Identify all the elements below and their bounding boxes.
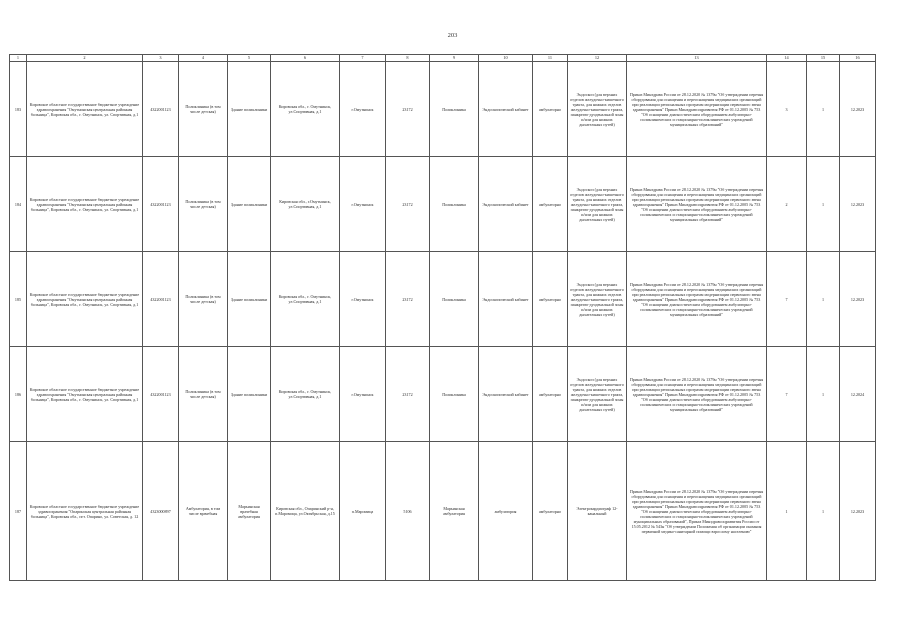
address-cell: Кировская обл., г. Омутнинск, ул.Спортивная, д.1 (271, 252, 340, 347)
facility-type-cell: Амбулатория, в том числе врачебная (179, 442, 228, 581)
cabinet-cell: Эндоскопический кабинет (479, 347, 533, 442)
care-cell: амбулаторно (533, 157, 568, 252)
address-cell: Кировская обл., Опаринский р-н, п.Маромица, ул.Октябрьская, д.15 (271, 442, 340, 581)
facility-type-cell: Поликлиника (в том числе детская) (179, 347, 228, 442)
table-row (10, 347, 876, 442)
oktmo-cell: 5106 (386, 442, 430, 581)
organization-cell: Кировское областное государственное бюджетное учреждение здравоохранения "Опаринская центральная районная больница", Кировская обл., пгт. Опарино, ул. Советская, д. 12 (27, 442, 143, 581)
address-cell: Кировская обл., г.Омутнинск, ул.Спортивная, д.1 (271, 157, 340, 252)
unit-cell: Поликлиника (430, 62, 479, 157)
facility-type-cell: Поликлиника (в том числе детская) (179, 252, 228, 347)
facility-type-cell: Поликлиника (в том числе детская) (179, 157, 228, 252)
col15-cell: 1 (807, 252, 840, 347)
column-header: 5 (228, 55, 271, 62)
col15-cell: 1 (807, 62, 840, 157)
building-cell: Здание поликлиники (228, 62, 271, 157)
column-header: 4 (179, 55, 228, 62)
unit-cell: Поликлиника (430, 157, 479, 252)
column-header: 6 (271, 55, 340, 62)
settlement-cell: г.Омутнинск (340, 157, 386, 252)
basis-cell: Приказ Минздрава России от 28.12.2020 № 1379н "Об утверждении перечня оборудования для оснащения и переоснащения медицинских организаций при реализации региональных программ модернизации первичного звена здравоохранения" Приказ Минздравсоцразвития РФ от 01.12.2005 № 753 "Об оснащении диагностическим оборудованием амбулаторно-поликлинических и стационарно-поликлинических учреждений муниципальных образований", Приказ Минздравсоцразвития России от 15.05.2012 № 543н "Об утверждении Положения об организации оказания первичной медико-санитарной помощи взрослому населению" (627, 442, 767, 581)
cabinet-cell: амбулатория (479, 442, 533, 581)
equipment-cell: Эндоскоп (для верхних отделов желудочно-кишечного тракта, для нижних отделов желудочно-кишечного тракта, панкреато-дуоденальной зоны и/или для нижних дыхательных путей) (568, 252, 627, 347)
page-number: 203 (447, 32, 458, 39)
settlement-cell: г.Омутнинск (340, 62, 386, 157)
equipment-cell: Эндоскоп (для верхних отделов желудочно-кишечного тракта, для нижних отделов желудочно-кишечного тракта, панкреато-дуоденальной зоны и/или для нижних дыхательных путей) (568, 347, 627, 442)
quantity-cell: 1 (767, 442, 807, 581)
address-cell: Кировская обл., г. Омутнинск, ул.Спортивная, д.1 (271, 347, 340, 442)
quantity-cell: 3 (767, 62, 807, 157)
building-cell: Здание поликлиники (228, 347, 271, 442)
quantity-cell: 2 (767, 157, 807, 252)
row-number: 184 (10, 157, 27, 252)
care-cell: амбулаторно (533, 347, 568, 442)
cabinet-cell: Эндоскопический кабинет (479, 62, 533, 157)
facility-type-cell: Поликлиника (в том числе детская) (179, 62, 228, 157)
quantity-cell: 7 (767, 347, 807, 442)
column-header: 10 (479, 55, 533, 62)
equipment-cell: Эндоскоп (для верхних отделов желудочно-кишечного тракта, для нижних отделов желудочно-кишечного тракта, панкреато-дуоденальной зоны и/или для нижних дыхательных путей) (568, 62, 627, 157)
column-header: 8 (386, 55, 430, 62)
table-row (10, 442, 876, 581)
column-header: 9 (430, 55, 479, 62)
inn-cell: 4322001123 (143, 62, 179, 157)
table-row (10, 252, 876, 347)
column-header: 12 (568, 55, 627, 62)
date-cell: 12.2023 (840, 157, 876, 252)
address-cell: Кировская обл., г. Омутнинск, ул.Спортивная, д.1 (271, 62, 340, 157)
column-header: 7 (340, 55, 386, 62)
care-cell: амбулаторно (533, 442, 568, 581)
oktmo-cell: 23172 (386, 347, 430, 442)
equipment-table (9, 54, 876, 581)
equipment-cell: Эндоскоп (для верхних отделов желудочно-кишечного тракта, для нижних отделов желудочно-кишечного тракта, панкреато-дуоденальной зоны и/или для нижних дыхательных путей) (568, 157, 627, 252)
unit-cell: Поликлиника (430, 252, 479, 347)
column-header: 2 (27, 55, 143, 62)
building-cell: Здание поликлиники (228, 252, 271, 347)
organization-cell: Кировское областное государственное бюджетное учреждение здравоохранения "Омутнинская центральная районная больница", Кировская обл., г. Омутнинск, ул. Спортивная, д.1 (27, 157, 143, 252)
cabinet-cell: Эндоскопический кабинет (479, 252, 533, 347)
basis-cell: Приказ Минздрава России от 28.12.2020 № 1379н "Об утверждении перечня оборудования для оснащения и переоснащения медицинских организаций при реализации региональных программ модернизации первичного звена здравоохранения" Приказ Минздравсоцразвития РФ от 01.12.2005 № 753 "Об оснащении диагностическим оборудованием амбулаторно-поликлинических и стационарно-поликлинических учреждений муниципальных образований" (627, 157, 767, 252)
col15-cell: 1 (807, 442, 840, 581)
organization-cell: Кировское областное государственное бюджетное учреждение здравоохранения "Омутнинская центральная районная больница", Кировская обл., г. Омутнинск, ул. Спортивная, д.1 (27, 62, 143, 157)
unit-cell: Марьинская амбулатория (430, 442, 479, 581)
basis-cell: Приказ Минздрава России от 28.12.2020 № 1379н "Об утверждении перечня оборудования для оснащения и переоснащения медицинских организаций при реализации региональных программ модернизации первичного звена здравоохранения" Приказ Минздравсоцразвития РФ от 01.12.2005 № 753 "Об оснащении диагностическим оборудованием амбулаторно-поликлинических и стационарно-поликлинических учреждений муниципальных образований" (627, 62, 767, 157)
oktmo-cell: 23172 (386, 62, 430, 157)
column-header: 11 (533, 55, 568, 62)
date-cell: 12.2023 (840, 252, 876, 347)
basis-cell: Приказ Минздрава России от 28.12.2020 № 1379н "Об утверждении перечня оборудования для оснащения и переоснащения медицинских организаций при реализации региональных программ модернизации первичного звена здравоохранения" Приказ Минздравсоцразвития РФ от 01.12.2005 № 753 "Об оснащении диагностическим оборудованием амбулаторно-поликлинических и стационарно-поликлинических учреждений муниципальных образований" (627, 252, 767, 347)
col15-cell: 1 (807, 157, 840, 252)
column-header: 13 (627, 55, 767, 62)
care-cell: амбулаторно (533, 62, 568, 157)
cabinet-cell: Эндоскопический кабинет (479, 157, 533, 252)
inn-cell: 4322001123 (143, 157, 179, 252)
table-row (10, 157, 876, 252)
column-header: 15 (807, 55, 840, 62)
column-header: 1 (10, 55, 27, 62)
column-header: 14 (767, 55, 807, 62)
quantity-cell: 7 (767, 252, 807, 347)
equipment-cell: Электрокардиограф 12-канальный (568, 442, 627, 581)
building-cell: Марьинская врачебная амбулатория (228, 442, 271, 581)
column-header: 3 (143, 55, 179, 62)
basis-cell: Приказ Минздрава России от 28.12.2020 № 1379н "Об утверждении перечня оборудования для оснащения и переоснащения медицинских организаций при реализации региональных программ модернизации первичного звена здравоохранения" Приказ Минздравсоцразвития РФ от 01.12.2005 № 753 "Об оснащении диагностическим оборудованием амбулаторно-поликлинических и стационарно-поликлинических учреждений муниципальных образований" (627, 347, 767, 442)
organization-cell: Кировское областное государственное бюджетное учреждение здравоохранения "Омутнинская центральная районная больница", Кировская обл., г. Омутнинск, ул. Спортивная, д.1 (27, 347, 143, 442)
organization-cell: Кировское областное государственное бюджетное учреждение здравоохранения "Омутнинская центральная районная больница", Кировская обл., г. Омутнинск, ул. Спортивная, д.1 (27, 252, 143, 347)
inn-cell: 4322001123 (143, 347, 179, 442)
col15-cell: 1 (807, 347, 840, 442)
date-cell: 12.2023 (840, 62, 876, 157)
unit-cell: Поликлиника (430, 347, 479, 442)
table-header-row (10, 55, 876, 62)
settlement-cell: г.Омутнинск (340, 252, 386, 347)
inn-cell: 4323000897 (143, 442, 179, 581)
row-number: 186 (10, 347, 27, 442)
date-cell: 12.2023 (840, 442, 876, 581)
oktmo-cell: 23172 (386, 157, 430, 252)
settlement-cell: п.Маромица (340, 442, 386, 581)
table-row (10, 62, 876, 157)
care-cell: амбулаторно (533, 252, 568, 347)
inn-cell: 4322001123 (143, 252, 179, 347)
column-header: 16 (840, 55, 876, 62)
oktmo-cell: 23172 (386, 252, 430, 347)
row-number: 183 (10, 62, 27, 157)
row-number: 187 (10, 442, 27, 581)
date-cell: 12.2024 (840, 347, 876, 442)
settlement-cell: г.Омутнинск (340, 347, 386, 442)
row-number: 185 (10, 252, 27, 347)
building-cell: Здание поликлиники (228, 157, 271, 252)
